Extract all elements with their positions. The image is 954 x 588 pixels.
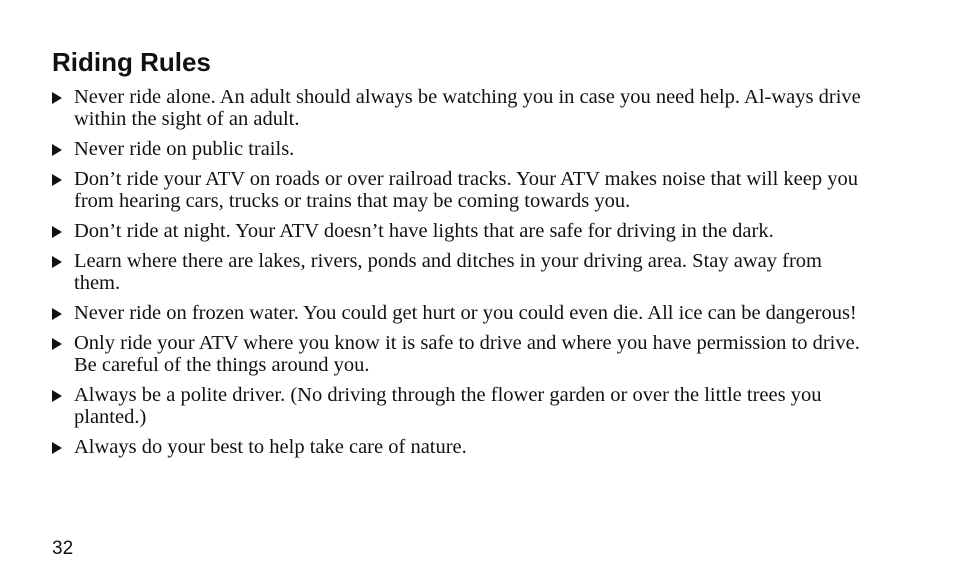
list-item (52, 220, 867, 242)
list-item (52, 168, 867, 212)
triangle-right-icon (52, 226, 62, 238)
triangle-right-icon (52, 256, 62, 268)
page-number: 32 (52, 538, 74, 559)
page-title: Riding Rules (52, 47, 211, 77)
list-item (52, 436, 867, 458)
triangle-right-icon (52, 174, 62, 186)
triangle-right-icon (52, 442, 62, 454)
riding-rules-list (52, 86, 867, 466)
rule-text: Only ride your ATV where you know it is safe to drive and where you have permission to drive. Be careful of the things around you. (74, 332, 860, 376)
list-item (52, 86, 867, 130)
rule-text: Always be a polite driver. (No driving through the flower garden or over the little trees you planted.) (74, 384, 822, 428)
list-item (52, 384, 867, 428)
list-item (52, 250, 867, 294)
list-item (52, 302, 867, 324)
rule-text: Never ride alone. An adult should always be watching you in case you need help. Al-ways drive within the sight of an adult. (74, 86, 861, 130)
triangle-right-icon (52, 92, 62, 104)
rule-text: Don’t ride your ATV on roads or over railroad tracks. Your ATV makes noise that will keep you from hearing cars, trucks or trains that may be coming towards you. (74, 168, 859, 212)
rule-text: Never ride on public trails. (74, 138, 295, 160)
triangle-right-icon (52, 338, 62, 350)
rule-text: Don’t ride at night. Your ATV doesn’t have lights that are safe for driving in the dark. (74, 220, 774, 242)
list-item (52, 138, 867, 160)
triangle-right-icon (52, 390, 62, 402)
rule-text: Learn where there are lakes, rivers, ponds and ditches in your driving area. Stay away from them. (74, 250, 822, 294)
rule-text: Always do your best to help take care of nature. (74, 436, 467, 458)
rule-text: Never ride on frozen water. You could get hurt or you could even die. All ice can be dangerous! (74, 302, 857, 324)
triangle-right-icon (52, 144, 62, 156)
triangle-right-icon (52, 308, 62, 320)
list-item (52, 332, 867, 376)
